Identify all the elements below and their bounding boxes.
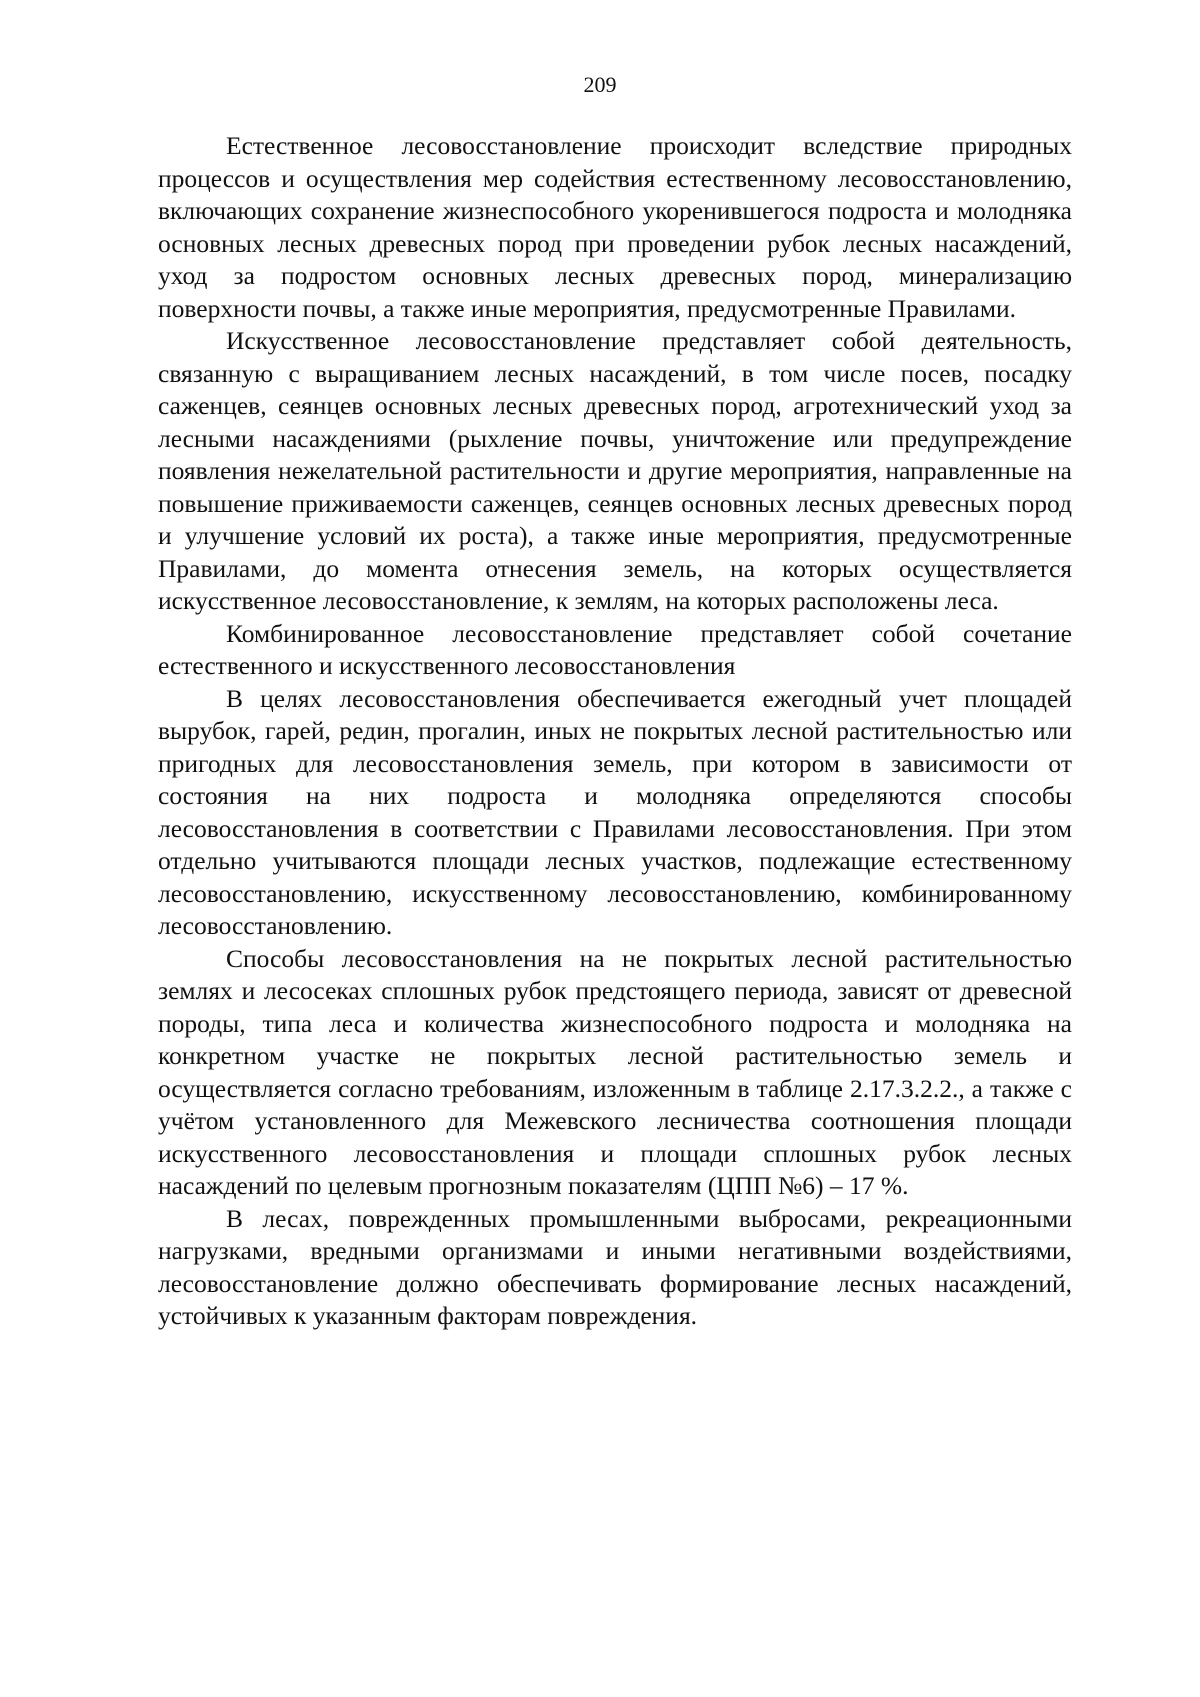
paragraph-natural-reforestation: Естественное лесовосстановление происходит вследствие природных процессов и осуществления мер содействия естественному лесовосстановлению, включающих сохранение жизнеспособного укоренившегося подроста и молодняка основных лесных древесных пород при проведении рубок лесных насаждений, уход за подростом основных лесных древесных пород, минерализацию поверхности почвы, а также иные мероприятия, предусмотренные Правилами. — [158, 131, 1072, 323]
document-body — [158, 130, 1072, 1333]
paragraph-artificial-reforestation: Искусственное лесовосстановление представляет собой деятельность, связанную с выращиванием лесных насаждений, в том числе посев, посадку саженцев, сеянцев основных лесных древесных пород, агротехнический уход за лесными насаждениями (рыхление почвы, уничтожение или предупреждение появления нежелательной растительности и другие мероприятия, направленные на повышение приживаемости саженцев, сеянцев основных лесных древесных пород и улучшение условий их роста), а также иные мероприятия, предусмотренные Правилами, до момента отнесения земель, на которых осуществляется искусственное лесовосстановление, к землям, на которых расположены леса. — [158, 326, 1072, 615]
paragraph-damaged-forests: В лесах, поврежденных промышленными выбросами, рекреационными нагрузками, вредными организмами и иными негативными воздействиями, лесовосстановление должно обеспечивать формирование лесных насаждений, устойчивых к указанным факторам повреждения. — [158, 1203, 1072, 1330]
paragraph-annual-accounting: В целях лесовосстановления обеспечивается ежегодный учет площадей вырубок, гарей, редин, прогалин, иных не покрытых лесной растительностью или пригодных для лесовосстановления земель, при котором в зависимости от состояния на них подроста и молодняка определяются способы лесовосстановления в соответствии с Правилами лесовосстановления. При этом отдельно учитываются площади лесных участков, подлежащие естественному лесовосстановлению, искусственному лесовосстановлению, комбинированному лесовосстановлению. — [158, 683, 1072, 940]
paragraph-combined-reforestation: Комбинированное лесовосстановление представляет собой сочетание естественного и искусственного лесовосстановления — [158, 618, 1072, 680]
page-number: 209 — [583, 72, 617, 97]
paragraph-reforestation-methods: Способы лесовосстановления на не покрытых лесной растительностью землях и лесосеках сплошных рубок предстоящего периода, зависят от древесной породы, типа леса и количества жизнеспособного подроста и молодняка на конкретном участке не покрытых лесной растительностью земель и осуществляется согласно требованиям, изложенным в таблице 2.17.3.2.2., а также с учётом установленного для Межевского лесничества соотношения площади искусственного лесовосстановления и площади сплошных рубок лесных насаждений по целевым прогнозным показателям (ЦПП №6) – 17 %. — [158, 943, 1072, 1200]
